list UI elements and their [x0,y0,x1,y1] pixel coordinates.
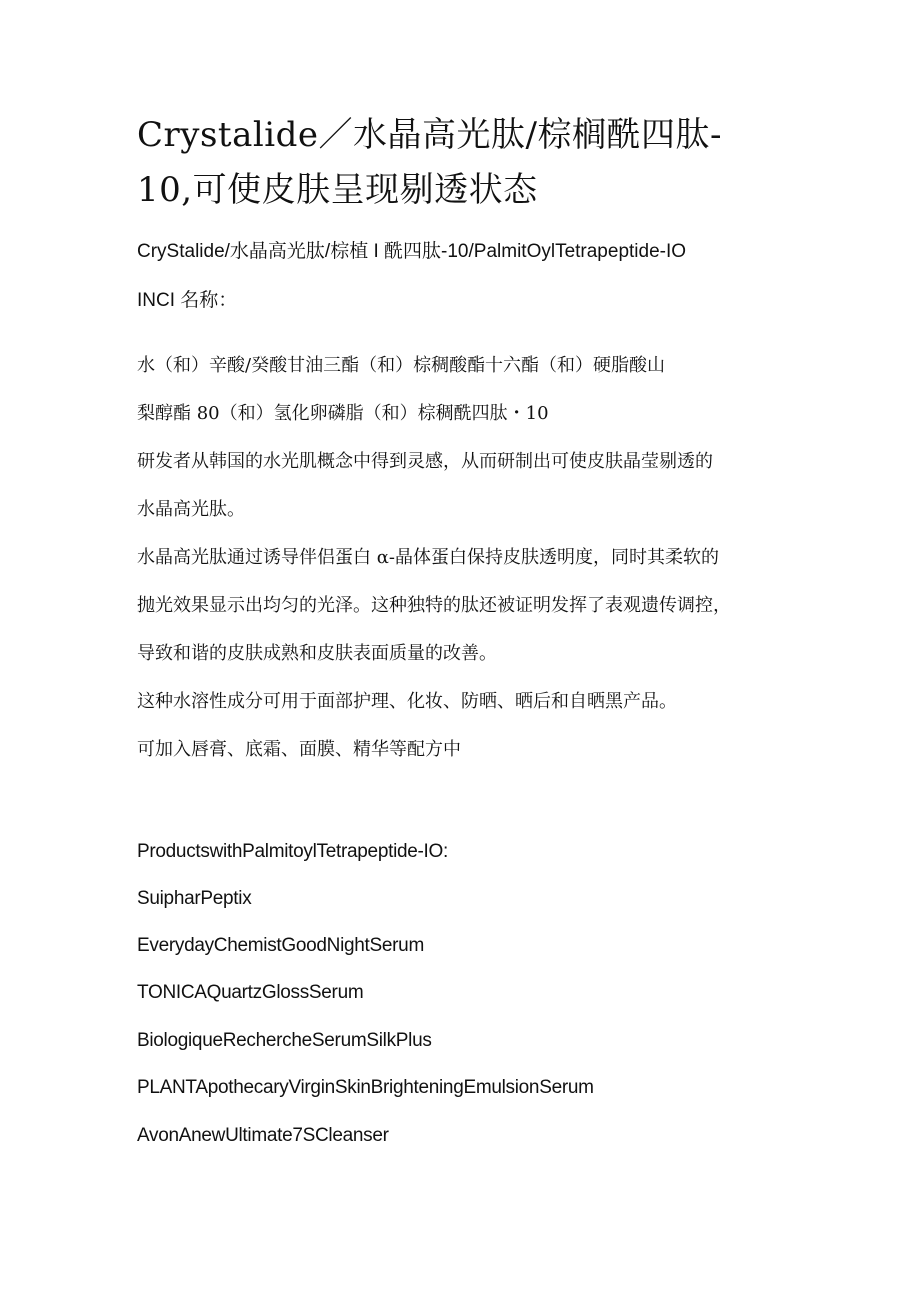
paragraph-4: 可加入唇膏、底霜、面膜、精华等配方中 [137,739,461,760]
list-item: PLANTApothecaryVirginSkinBrighteningEmulsionSerum [137,1077,594,1098]
products-heading: ProductswithPalmitoylTetrapeptide-IO: [137,841,448,862]
paragraph-1-line-2: 水晶高光肽。 [137,499,245,520]
inci-line-2: 梨醇酯 80（和）氢化卵磷脂（和）棕稠酰四肽・10 [137,403,549,424]
list-item: BiologiqueRechercheSerumSilkPlus [137,1030,432,1051]
paragraph-1-line-1: 研发者从韩国的水光肌概念中得到灵感，从而研制出可使皮肤晶莹剔透的 [137,451,713,472]
page-title [137,108,797,218]
list-item: SuipharPeptix [137,888,252,909]
paragraph-2-line-2: 抛光效果显示出均匀的光泽。这种独特的肽还被证明发挥了表观遗传调控， [137,595,731,616]
title-line-2: 10,可使皮肤呈现剔透状态 [137,170,538,210]
paragraph-3: 这种水溶性成分可用于面部护理、化妆、防晒、晒后和自晒黑产品。 [137,691,677,712]
list-item: TONICAQuartzGlossSerum [137,982,364,1003]
subtitle-line: CryStalide/水晶高光肽/棕植 I 酰四肽-10/PalmitOylTetrapeptide-IO [137,241,687,262]
list-item: EverydayChemistGoodNightSerum [137,935,424,956]
list-item: AvonAnewUltimate7SCleanser [137,1125,389,1146]
title-line-1: Crystalide／水晶高光肽/棕榈酰四肽- [137,115,722,155]
inci-line-1: 水（和）辛酸/癸酸甘油三酯（和）棕稠酸酯十六酯（和）硬脂酸山 [137,355,666,376]
paragraph-2-line-3: 导致和谐的皮肤成熟和皮肤表面质量的改善。 [137,643,497,664]
inci-label: INCI 名称： [137,290,238,311]
paragraph-2-line-1: 水晶高光肽通过诱导伴侣蛋白 α-晶体蛋白保持皮肤透明度，同时其柔软的 [137,547,719,568]
